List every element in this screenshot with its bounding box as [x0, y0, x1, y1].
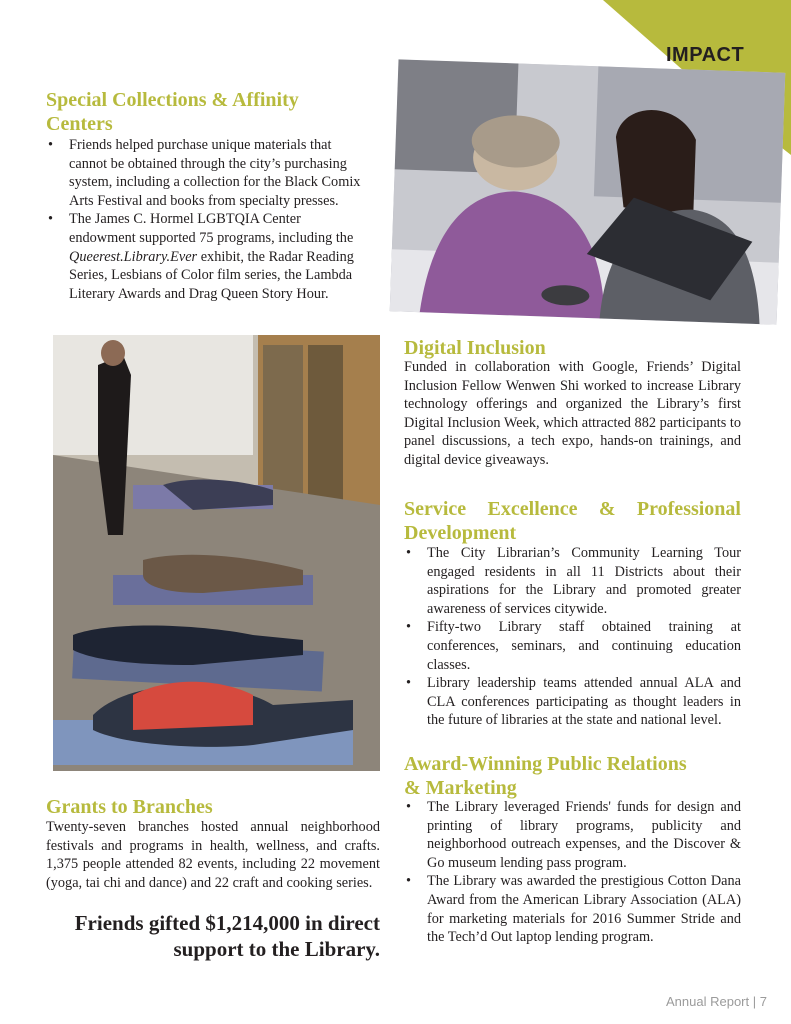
page-number: 7	[759, 994, 767, 1009]
list-item: • The James C. Hormel LGBTQIA Center endowment supported 75 programs, including the Queerest.Library.Ever exhibit, the Radar Reading Series, Lesbians of Color film series, the Lambda Literary Awards and Drag Queen Story Hour.	[46, 210, 386, 303]
grants-heading: Grants to Branches	[46, 796, 213, 818]
footer-label: Annual Report	[666, 994, 750, 1009]
grants-body: Twenty-seven branches hosted annual neighborhood festivals and programs in health, wellness, and crafts. 1,375 people attended 82 events, including 22 movement (yoga, tai chi and dance) and 22 craft and cooking series.	[46, 819, 380, 891]
footer-separator: |	[752, 994, 757, 1009]
list-item: • The Library was awarded the prestigious Cotton Dana Award from the American Library Association (ALA) for marketing materials for 2016 Summer Stride and the Tech’d Out laptop lending program.	[404, 872, 741, 946]
award-pr-heading: Award-Winning Public Relations & Marketing	[404, 753, 687, 799]
list-item: • The City Librarian’s Community Learning Tour engaged residents in all 11 Districts about their aspirations for the Library and promoted greater awareness of services citywide.	[404, 544, 741, 618]
list-item: • Fifty-two Library staff obtained training at conferences, seminars, and continuing education classes.	[404, 618, 741, 674]
list-item: • Library leadership teams attended annual ALA and CLA conferences participating as thought leaders in the future of libraries at the state and national level.	[404, 674, 741, 730]
award-pr-list	[404, 798, 741, 947]
donation-callout: Friends gifted $1,214,000 in direct support to the Library.	[74, 911, 380, 961]
list-item: • The Library leveraged Friends' funds for design and printing of library programs, publicity and neighborhood outreach expenses, and the Discover & Go museum lending pass program.	[404, 798, 741, 872]
service-excellence-heading: Service Excellence & Professional Development	[404, 498, 741, 544]
list-item: • Friends helped purchase unique materials that cannot be obtained through the city’s purchasing system, including a collection for the Black Comix Arts Festival and books from specialty presses.	[46, 136, 386, 210]
special-collections-list	[46, 136, 386, 303]
special-collections-heading: Special Collections & Affinity Centers	[46, 89, 299, 135]
digital-inclusion-photo	[390, 59, 786, 324]
yoga-class-photo	[53, 335, 380, 771]
section-label: IMPACT	[666, 44, 745, 66]
digital-inclusion-heading: Digital Inclusion	[404, 337, 546, 359]
service-excellence-list	[404, 544, 741, 730]
digital-inclusion-body: Funded in collaboration with Google, Friends’ Digital Inclusion Fellow Wenwen Shi worked to increase Library technology offerings and organized the Library’s first Digital Inclusion Week, which attracted 882 participants to panel discussions, a tech expo, hands-on trainings, and digital device giveaways.	[404, 359, 741, 468]
exhibit-title: Queerest.Library.Ever	[69, 248, 198, 265]
page-footer	[666, 994, 767, 1009]
